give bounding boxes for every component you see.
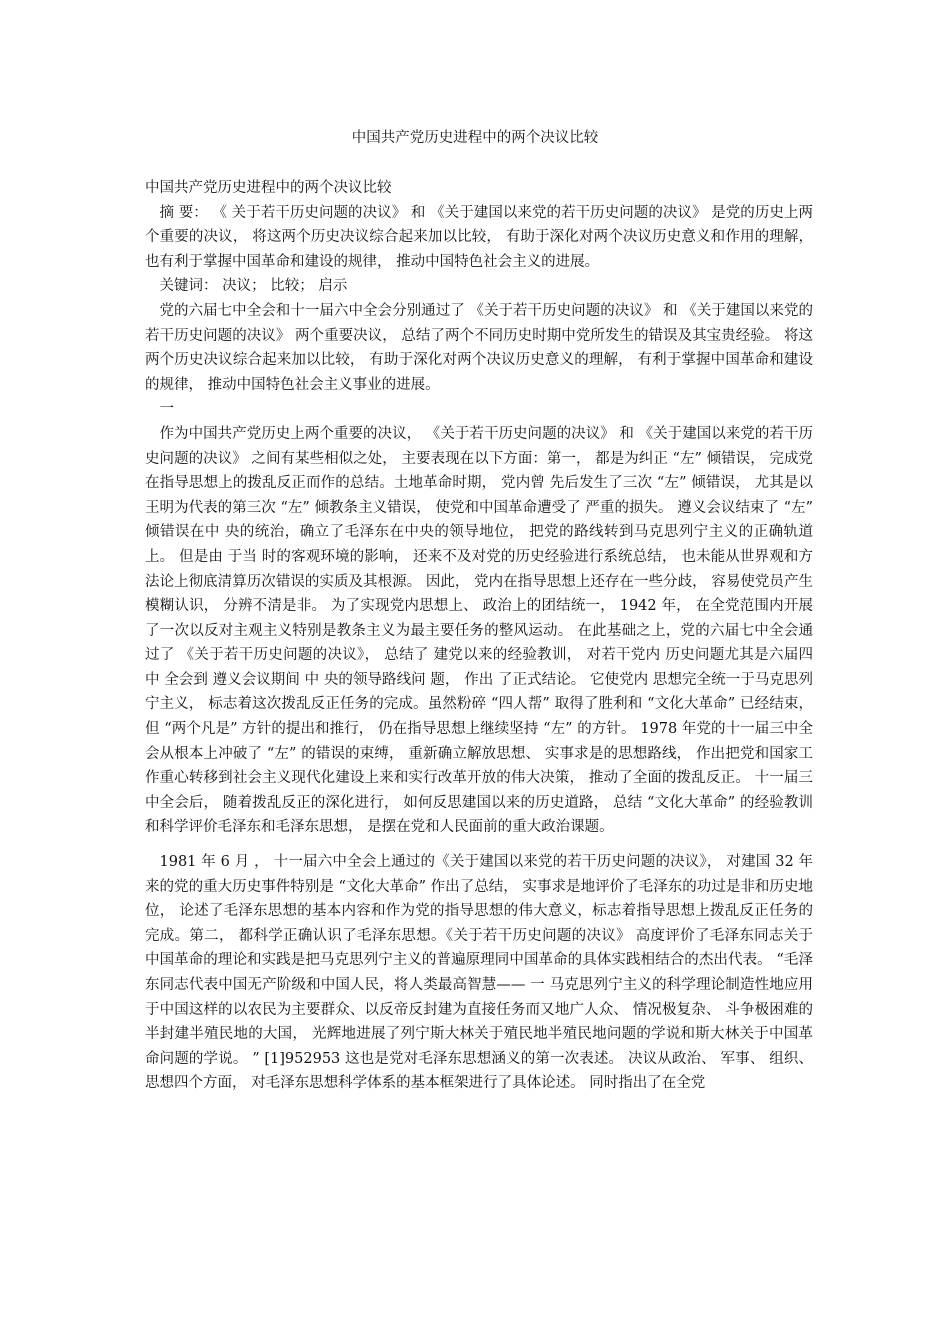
abstract-paragraph: 摘 要： 《 关于若干历史问题的决议》 和 《关于建国以来党的若干历史问题的决议》 是党的历史上两个重要的决议， 将这两个历史决议综合起来加以比较， 有助于深化对两个决议历史意义和作用的理解， 也有利于掌握中国革命和建设的规律， 推动中国特色社会主义的进展。 <box>145 204 813 270</box>
document-subtitle: 中国共产党历史进程中的两个决议比较 <box>145 180 392 196</box>
body-paragraph: 1981 年 6 月 ， 十一届六中全会上通过的《关于建国以来党的若干历史问题的决议》， 对建国 32 年来的党的重大历史事件特别是 “文化大革命” 作出了总结， 实事求是地评价了毛泽东的功过是非和历史地位， 论述了毛泽东思想的基本内容和作为党的指导思想的伟大意义，标志着指导思想上拨乱反正任务的完成。第二， 都科学正确认识了毛泽东思想。《关于若干历史问题的决议》 高度评价了毛泽东同志关于中国革命的理论和实践是把马克思列宁主义的普遍原理同中国革命的具体实践相结合的杰出代表。 “毛泽东同志代表中国无产阶级和中国人民，将人类最高智慧—— 一 马克思列宁主义的科学理论制造性地应用于中国这样的以农民为主要群众、以反帝反封建为直接任务而又地广人众、 情况极复杂、 斗争极困难的半封建半殖民地的大国， 光辉地进展了列宁斯大林关于殖民地半殖民地问题的学说和斯大林关于中国革命问题的学说。 ” [1]952953 这也是党对毛泽东思想涵义的第一次表述。 决议从政治、 军事、 组织、 思想四个方面， 对毛泽东思想科学体系的基本框架进行了具体论述。 同时指出了在全党 <box>145 854 813 1092</box>
section-heading: 一 <box>159 401 174 418</box>
document-title: 中国共产党历史进程中的两个决议比较 <box>351 130 599 146</box>
intro-paragraph: 党的六届七中全会和十一届六中全会分别通过了 《关于若干历史问题的决议》 和 《关于建国以来党的若干历史问题的决议》 两个重要决议， 总结了两个不同历史时期中党所发生的错误及其宝贵经验。 将这两个历史决议综合起来加以比较， 有助于深化对两个决议历史意义的理解， 有利于掌握中国革命和建设的规律， 推动中国特色社会主义事业的进展。 <box>145 302 813 393</box>
keywords-line: 关键词： 决议； 比较； 启示 <box>159 278 348 295</box>
body-paragraph: 作为中国共产党历史上两个重要的决议， 《关于若干历史问题的决议》 和 《关于建国以来党的若干历史问题的决议》 之间有某些相似之处， 主要表现在以下方面：第一， 都是为纠正 “左” 倾错误， 完成党在指导思想上的拨乱反正而作的总结。土地革命时期， 党内曾 先后发生了三次 “左” 倾错误， 尤其是以王明为代表的第三次 “左” 倾教条主义错误， 使党和中国革命遭受了 严重的损失。 遵义会议结束了 “左” 倾错误在中 央的统治，确立了毛泽东在中央的领导地位， 把党的路线转到马克思列宁主义的正确轨道上。 但是由 于当 时的客观环境的影响， 还来不及对党的历史经验进行系统总结， 也未能从世界观和方法论上彻底清算历次错误的实质及其根源。 因此， 党内在指导思想上还存在一些分歧， 容易使党员产生模糊认识， 分辨不清是非。 为了实现党内思想上、 政治上的团结统一， 1942 年， 在全党范围内开展了一次以反对主观主义特别是教条主义为最主要任务的整风运动。 在此基础之上，党的六届七中全会通过了 《关于若干历史问题的决议》， 总结了 建党以来的经验教训， 对若干党内 历史问题尤其是六届四中 全会到 遵义会议期间 中 央的领导路线问 题， 作出 了正式结论。 它使党内 思想完全统一于马克思列 宁主义， 标志着这次拨乱反正任务的完成。虽然粉碎 “四人帮” 取得了胜利和 “文化大革命” 已经结束， 但 “两个凡是” 方针的提出和推行， 仍在指导思想上继续坚持 “左” 的方针。 1978 年党的十一届三中全会从根本上冲破了 “左” 的错误的束缚， 重新确立解放思想、 实事求是的思想路线， 作出把党和国家工作重心转移到社会主义现代化建设上来和实行改革开放的伟大决策， 推动了全面的拨乱反正。 十一届三中全会后， 随着拨乱反正的深化进行， 如何反思建国以来的历史道路， 总结 “文化大革命” 的经验教训和科学评价毛泽东和毛泽东思想， 是摆在党和人民面前的重大政治课题。 <box>145 425 813 836</box>
document-body <box>145 176 813 1096</box>
